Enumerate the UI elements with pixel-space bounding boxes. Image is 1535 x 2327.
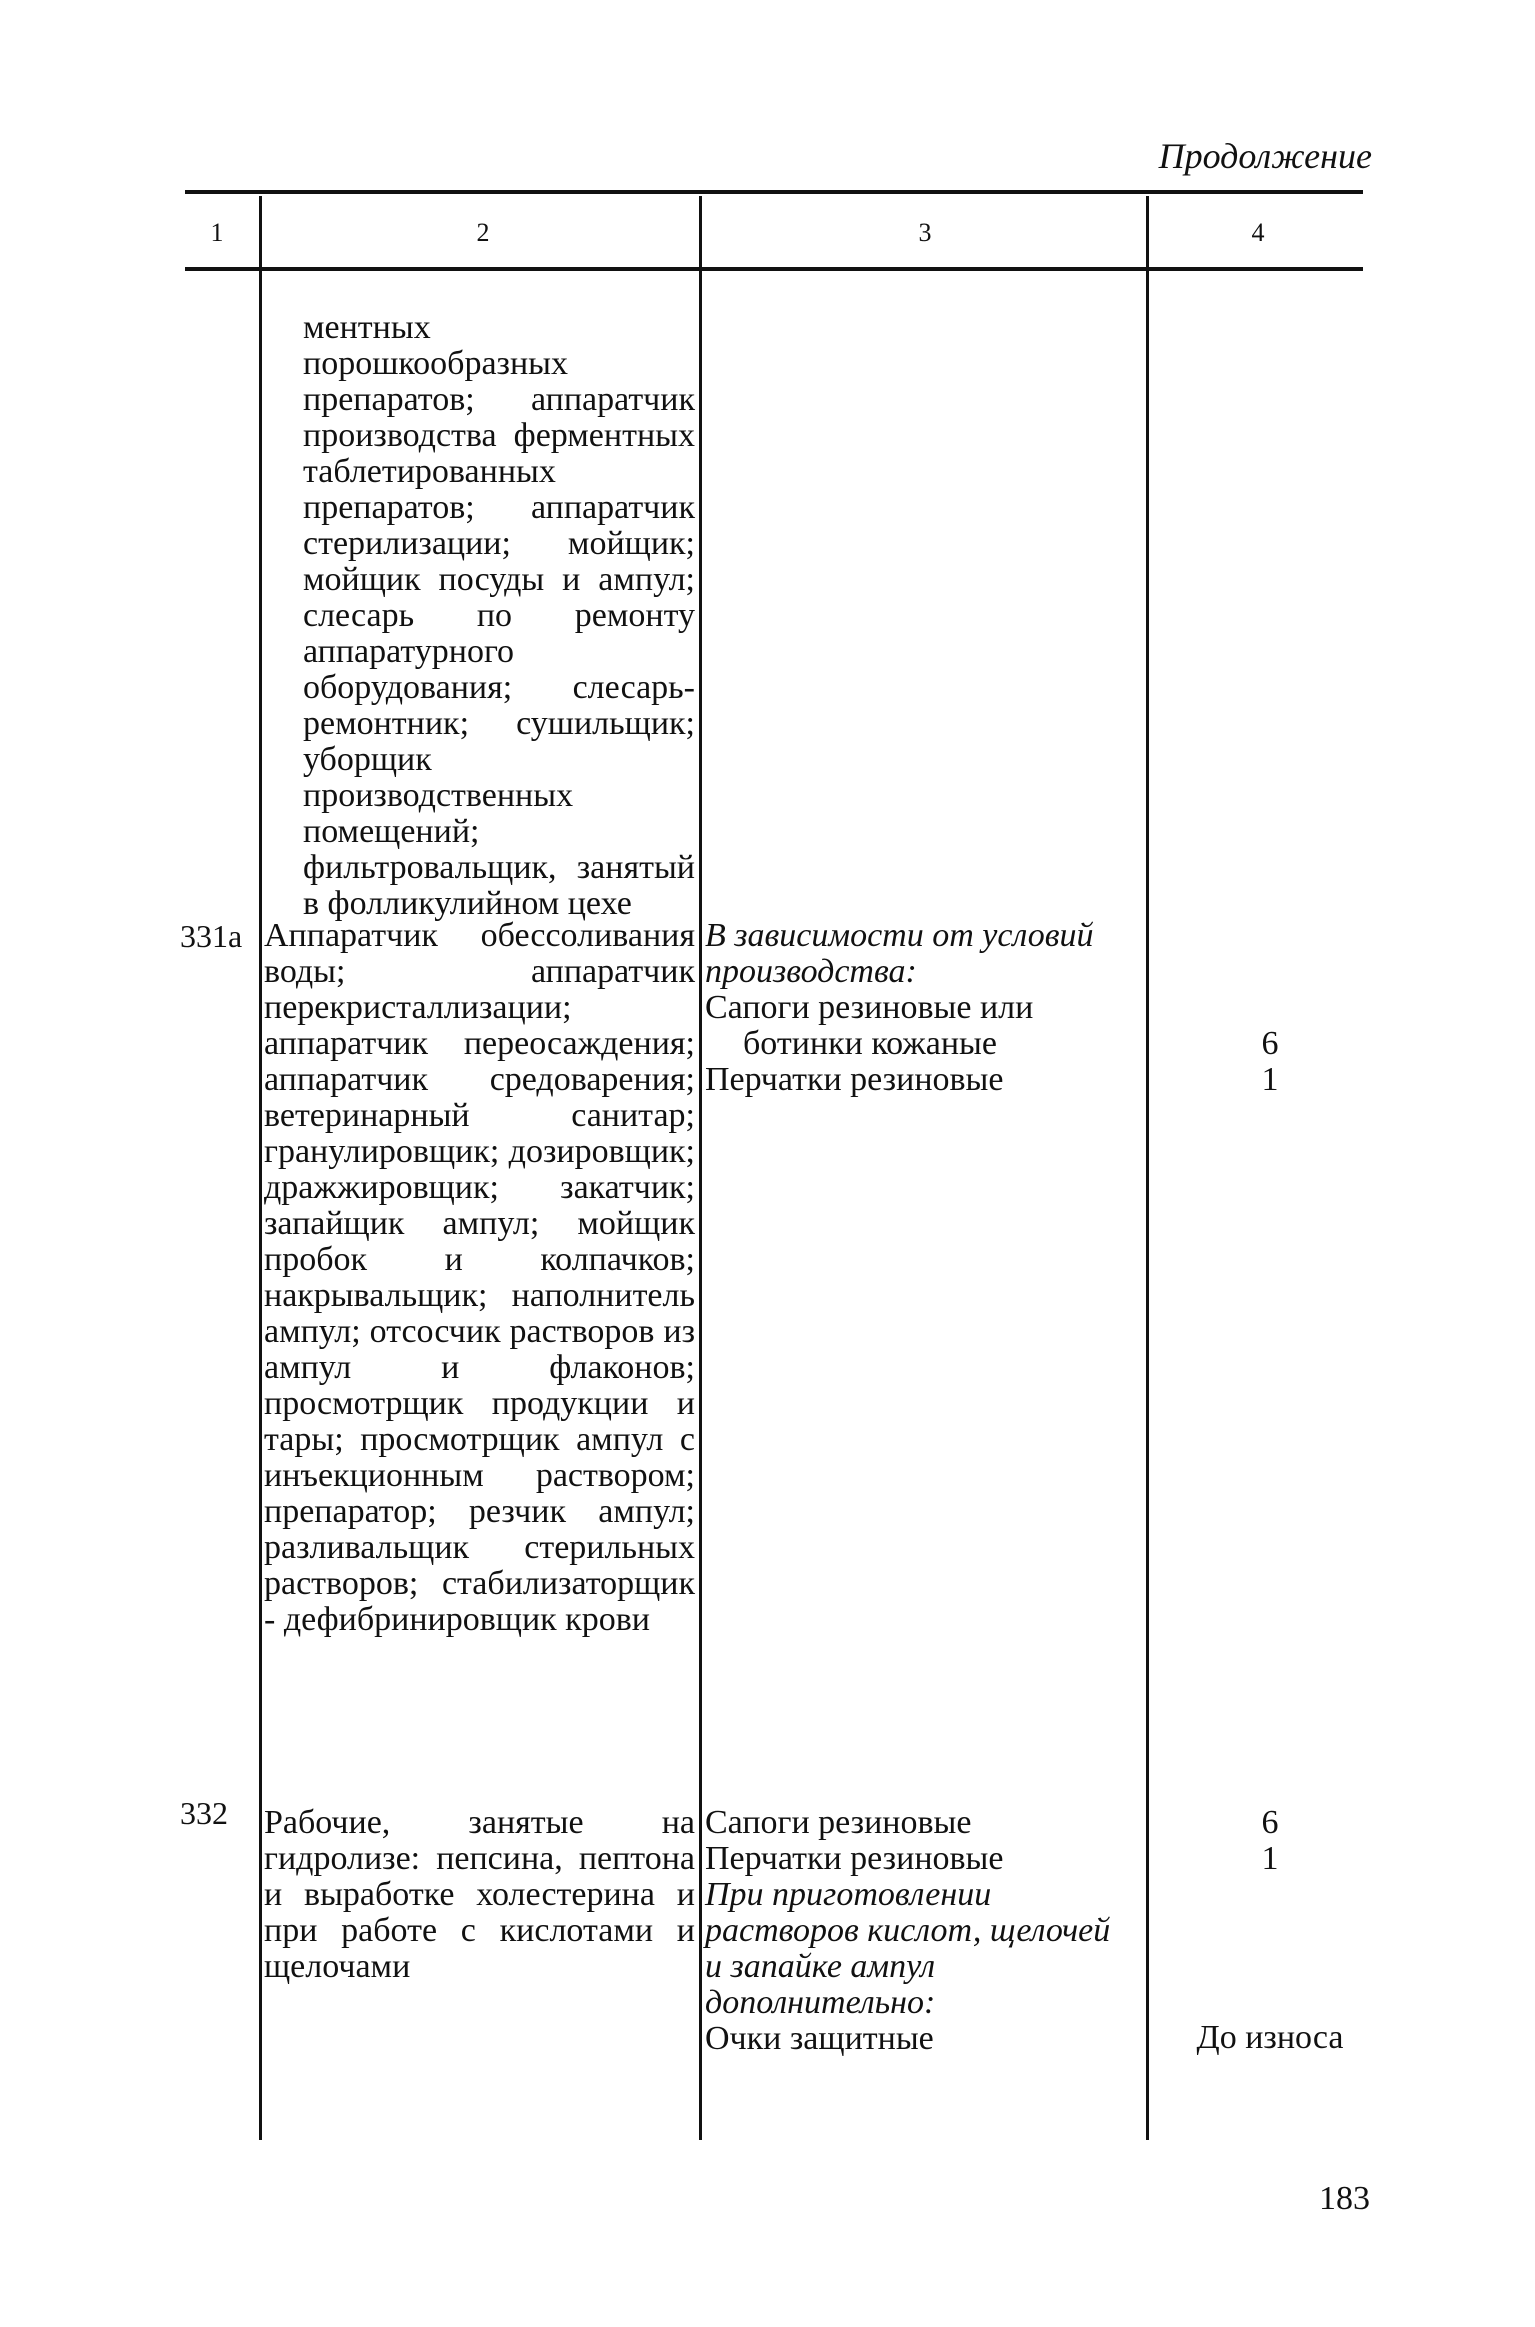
header-col-2: 2 <box>476 218 490 247</box>
row-332-item-boots: Сапоги резиновые <box>705 1804 972 1841</box>
continuation-label: Продолжение <box>1158 136 1372 176</box>
table-top-rule <box>185 190 1363 194</box>
column-divider-3 <box>1146 196 1149 2140</box>
row-332-col3 <box>705 1805 1135 2057</box>
row-331a-condition: В зависимости от условий производства: <box>705 917 1094 990</box>
row-332-col4-c: До износа <box>1196 2019 1344 2056</box>
row-continuation-text: ментных порошкообразных препаратов; аппаратчик производства ферментных таблетированных препаратов; аппаратчик стерилизации; мойщик; мойщик посуды и ампул; слесарь по ремонту аппаратурного оборудования; слесарь-ремонтник; сушильщик; уборщик производственных помещений; фильтровальщик, занятый в фолликулийном цехе <box>303 309 695 922</box>
row-331a-item-gloves: Перчатки резиновые <box>705 1061 1004 1098</box>
page-number: 183 <box>1319 2180 1370 2217</box>
row-331a-col3 <box>705 918 1135 1098</box>
row-continuation-col2 <box>303 310 695 922</box>
row-331a-text: Аппаратчик обессоливания воды; аппаратчик перекристаллизации; аппаратчик переосаждения; аппаратчик средоварения; ветеринарный санитар; гранулировщик; дозировщик; дражжировщик; закатчик; запайщик ампул; мойщик пробок и колпачков; накрывальщик; наполнитель ампул; отсосчик растворов из ампул и флаконов; просмотрщик продукции и тары; просмотрщик ампул с инъекционным раствором; препаратор; резчик ампул; разливальщик стерильных растворов; стабилизаторщик - дефибринировщик крови <box>264 917 695 1638</box>
row-332-text: Рабочие, занятые на гидролизе: пепсина, пептона и выработке холестерина и при работе с кислотами и щелочами <box>264 1804 695 1985</box>
row-332-number: 332 <box>180 1795 228 1831</box>
header-col-3: 3 <box>918 218 932 247</box>
row-332-col2 <box>264 1804 695 1985</box>
table-header-rule <box>185 267 1363 271</box>
row-331a-col4-b: 1 <box>1261 1061 1279 1098</box>
row-331a-item-boots: Сапоги резиновые или <box>705 989 1034 1026</box>
row-332-col4-a: 6 <box>1261 1804 1279 1841</box>
column-divider-1 <box>259 196 262 2140</box>
row-331a-col4-a: 6 <box>1261 1025 1279 1062</box>
row-332-item-goggles: Очки защитные <box>705 2020 934 2057</box>
row-331a-item-shoes: ботинки кожаные <box>743 1025 997 1062</box>
row-331a-number: 331а <box>180 918 243 954</box>
header-col-4: 4 <box>1251 218 1265 247</box>
row-332-col4-b: 1 <box>1261 1840 1279 1877</box>
header-col-1: 1 <box>210 218 224 247</box>
column-divider-2 <box>699 196 702 2140</box>
row-332-condition: При приготовлении растворов кислот, щелочей и запайке ампул дополнительно: <box>705 1876 1111 2021</box>
row-332-item-gloves: Перчатки резиновые <box>705 1840 1004 1877</box>
row-331a-col2 <box>264 917 695 1638</box>
